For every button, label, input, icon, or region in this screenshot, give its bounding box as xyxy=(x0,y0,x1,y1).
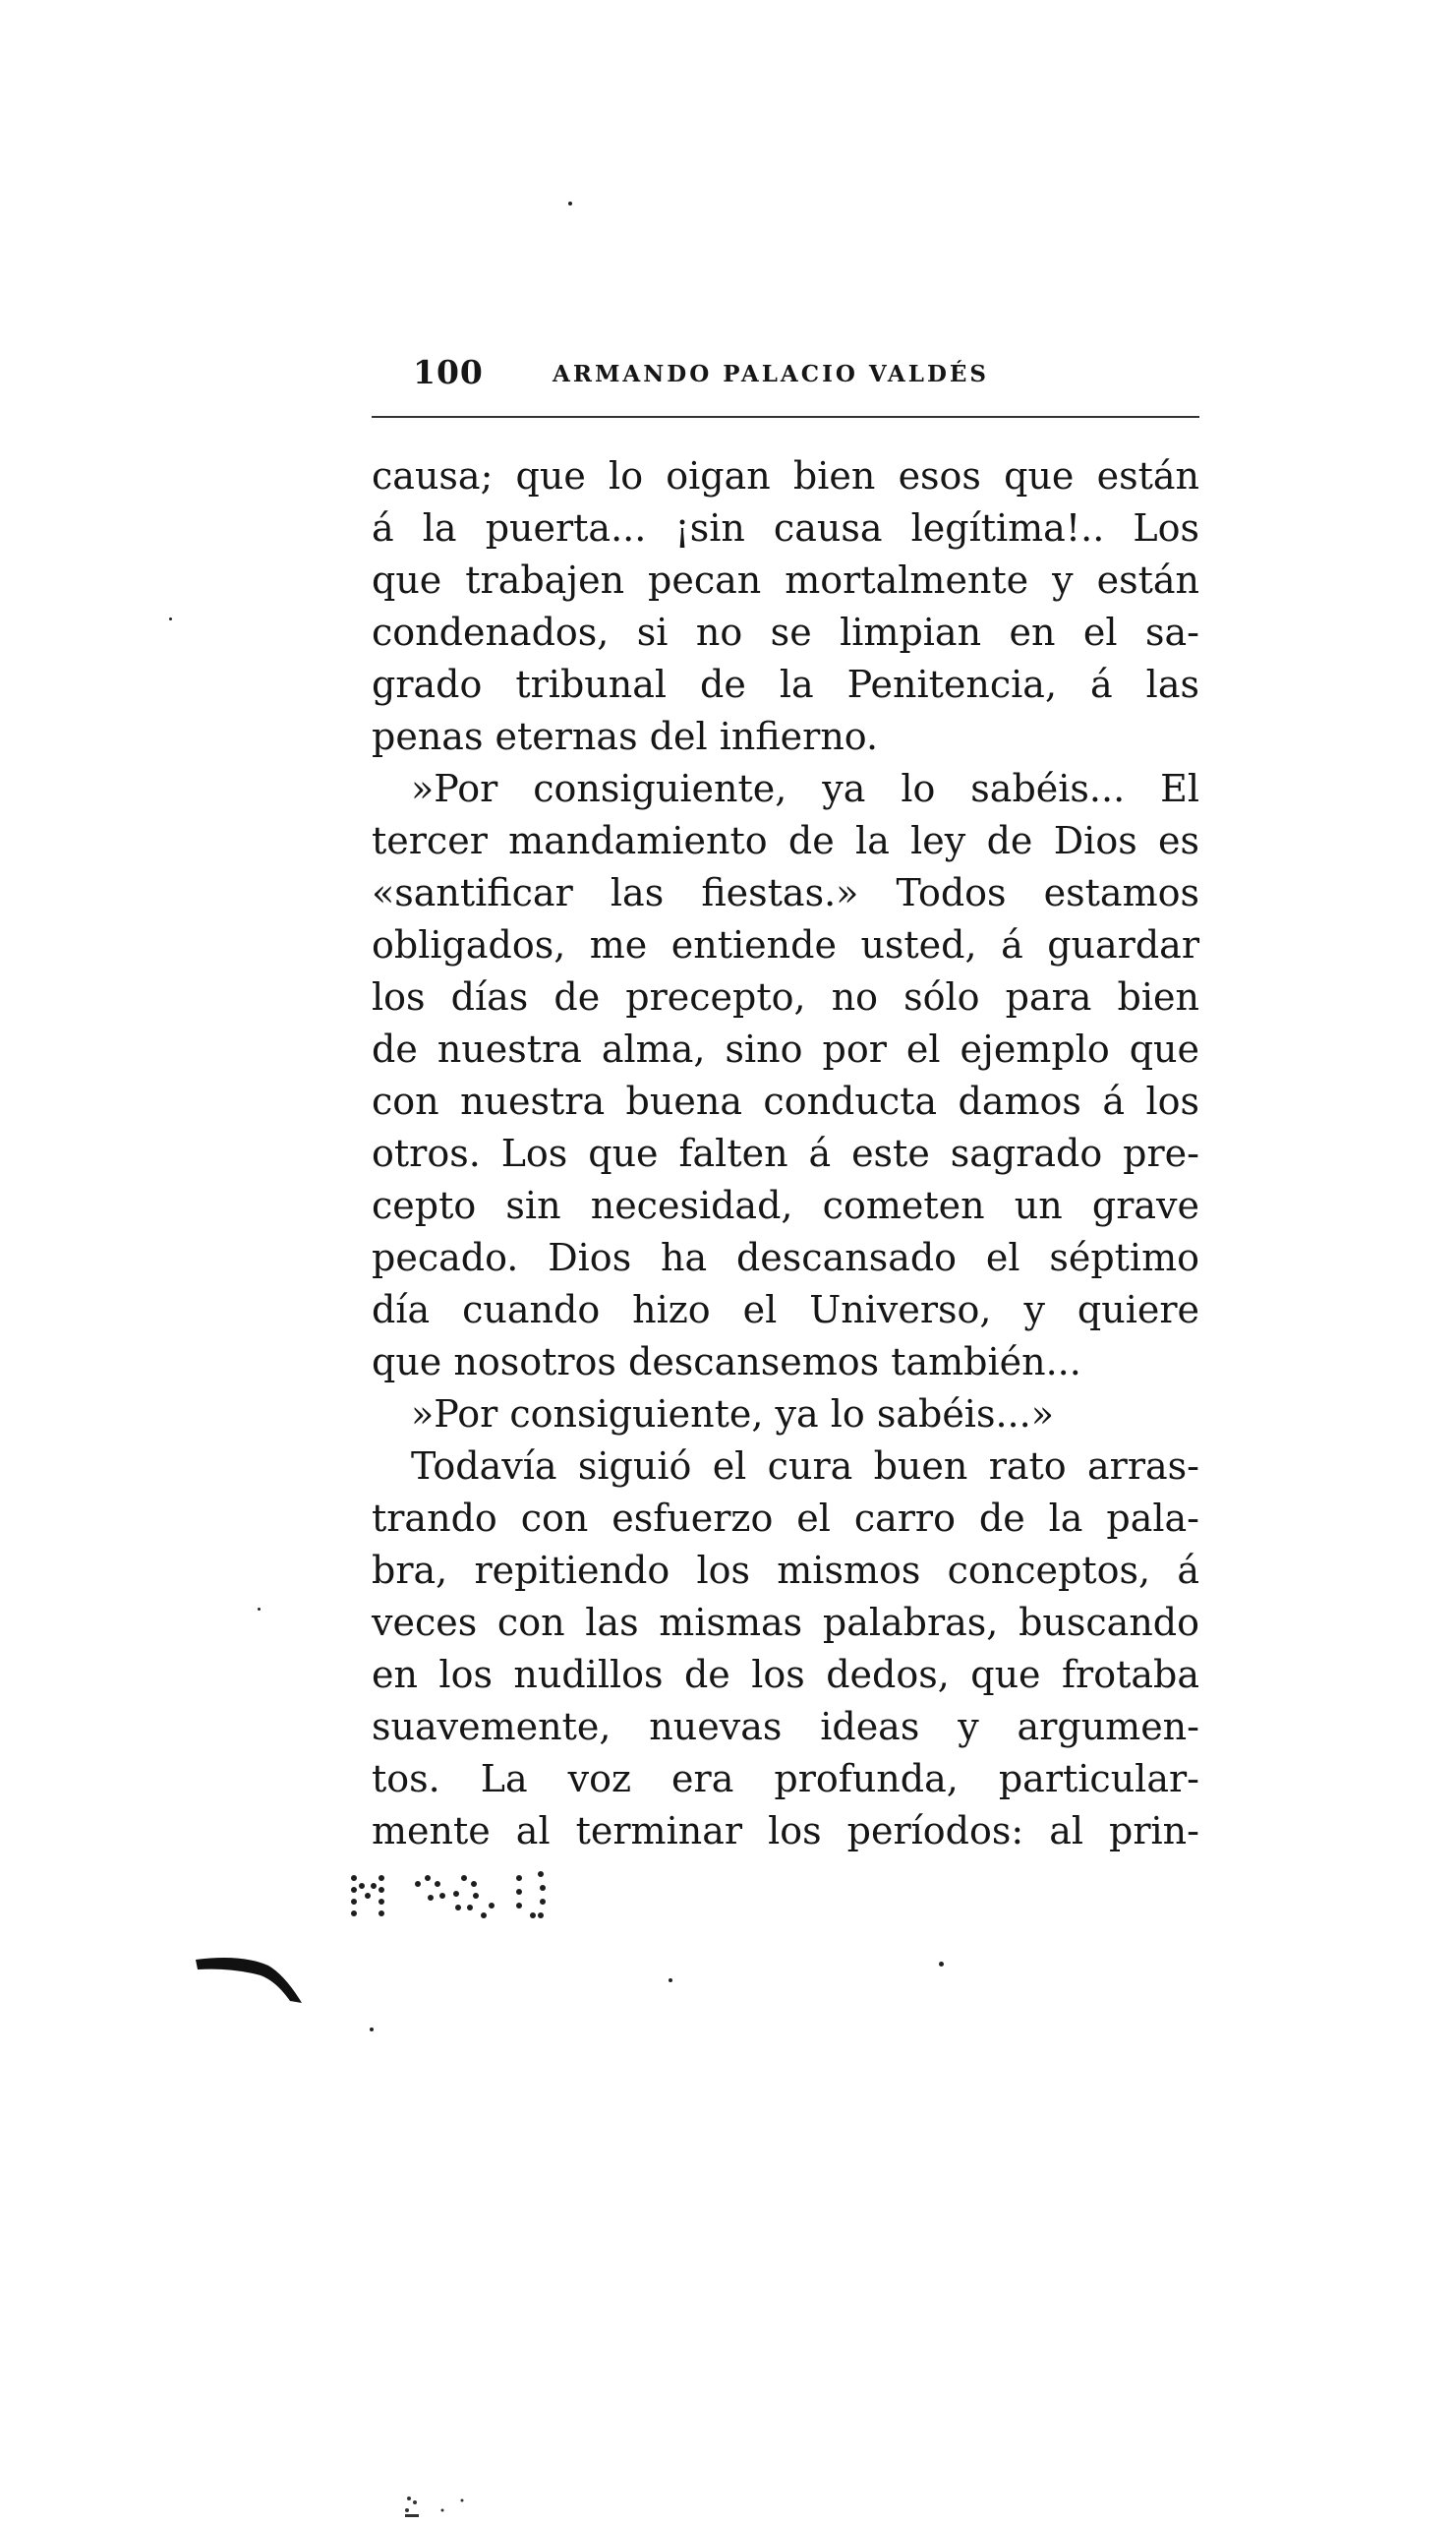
text-line: bra, repitiendo los mismos conceptos, á xyxy=(372,1549,1199,1592)
text-line: los días de precepto, no sólo para bien xyxy=(372,975,1199,1019)
text-line: grado tribunal de la Penitencia, á las xyxy=(372,663,1199,706)
page-speck xyxy=(370,2027,374,2031)
text-line: »Por consiguiente, ya lo sabéis...» xyxy=(411,1392,1054,1436)
text-line: obligados, me entiende usted, á guardar xyxy=(372,923,1199,967)
text-line: tos. La voz era profunda, particular- xyxy=(372,1757,1199,1800)
page-speck xyxy=(258,1608,261,1611)
text-line: cepto sin necesidad, cometen un grave xyxy=(372,1184,1199,1227)
ink-stroke-mark xyxy=(192,1952,310,2011)
text-line: que trabajen pecan mortalmente y están xyxy=(372,558,1199,602)
text-line: pecado. Dios ha descansado el séptimo xyxy=(372,1236,1199,1279)
body-text xyxy=(372,450,1199,1857)
running-title: ARMANDO PALACIO VALDÉS xyxy=(553,361,990,387)
text-line: otros. Los que falten á este sagrado pre- xyxy=(372,1132,1199,1175)
text-line: condenados, si no se limpian en el sa- xyxy=(372,611,1199,654)
text-line: con nuestra buena conducta damos á los xyxy=(372,1080,1199,1123)
text-line: causa; que lo oigan bien esos que están xyxy=(372,454,1199,498)
page-speck xyxy=(568,202,572,206)
perforated-library-stamp xyxy=(344,1868,590,1957)
page-header xyxy=(374,347,1199,396)
page-number: 100 xyxy=(413,353,484,391)
page-speck xyxy=(939,1962,944,1967)
text-line: en los nudillos de los dedos, que frotaba xyxy=(372,1653,1199,1696)
page-speck xyxy=(169,617,172,620)
text-line: trando con esfuerzo el carro de la pala- xyxy=(372,1497,1199,1540)
text-line: mente al terminar los períodos: al prin- xyxy=(372,1809,1199,1852)
text-line: suavemente, nuevas ideas y argumen- xyxy=(372,1705,1199,1748)
page-speck xyxy=(669,1978,672,1982)
text-line: »Por consiguiente, ya lo sabéis... El xyxy=(411,767,1199,810)
header-rule xyxy=(372,416,1199,418)
text-line: veces con las mismas palabras, buscando xyxy=(372,1601,1199,1644)
text-line: á la puerta... ¡sin causa legítima!.. Los xyxy=(372,506,1199,550)
text-line: Todavía siguió el cura buen rato arras- xyxy=(411,1444,1199,1488)
text-line: de nuestra alma, sino por el ejemplo que xyxy=(372,1028,1199,1071)
ink-smudge xyxy=(403,2493,482,2526)
text-line: que nosotros descansemos también... xyxy=(372,1340,1081,1383)
text-line: «santificar las fiestas.» Todos estamos xyxy=(372,871,1199,914)
text-line: día cuando hizo el Universo, y quiere xyxy=(372,1288,1199,1331)
text-line: tercer mandamiento de la ley de Dios es xyxy=(372,819,1199,862)
text-line: penas eternas del infierno. xyxy=(372,715,879,758)
